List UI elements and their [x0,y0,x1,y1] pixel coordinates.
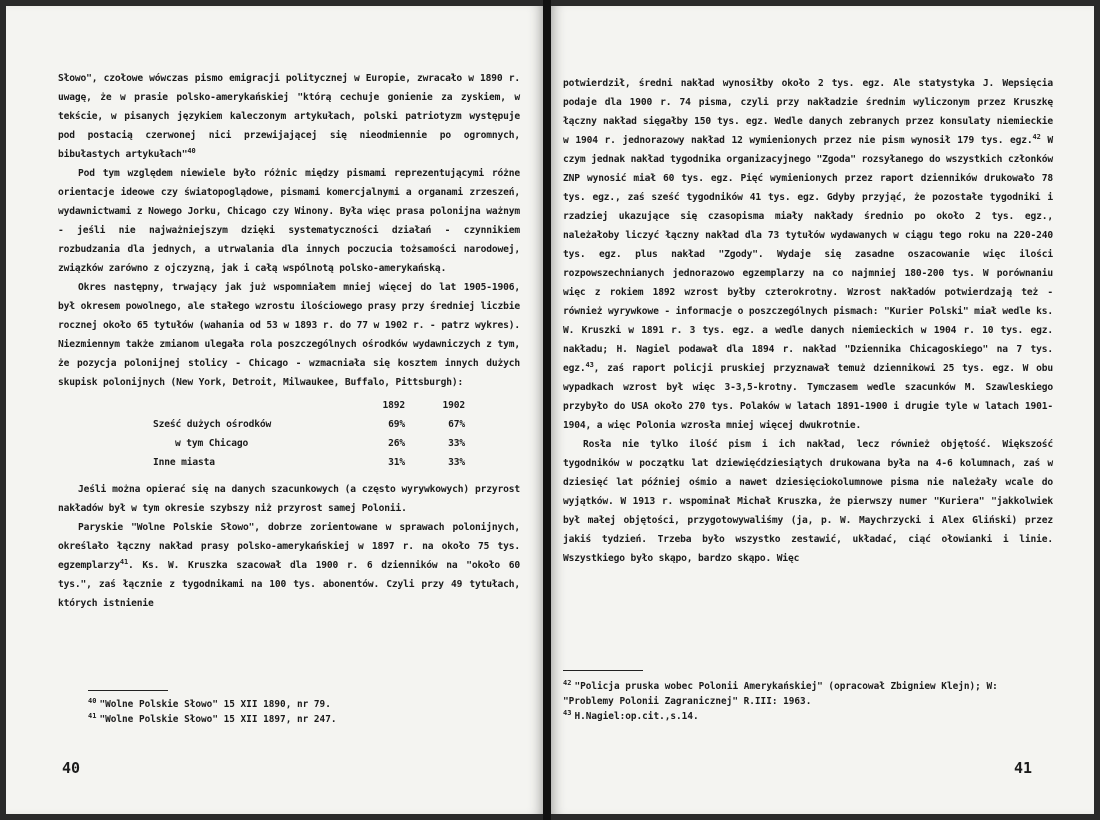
paragraph: Rosła nie tylko ilość pism i ich nakład, lecz również objętość. Większość tygodników w początku lat dziewięćdziesiątych drukowana była na 4-6 kolumnach, zaś w dziesięć lat później ośmio a nawet dziesięciokolumnowe pisma nie należały wcale do wyjątków. W 1913 r. wspominał Michał Kruszka, że pierwszy numer "Kuriera" "jakkolwiek był małej objętości, przygotowywaliśmy (ja, p. W. Maychrzycki i Alex Gliński) przez jakiś tydzień. Trzeba było wszystko zestawić, układać, ciąć ołowianki i linie. Wszystkiego było skąpo, bardzo skąpo. Więc [563,439,1053,564]
table-row [153,415,475,434]
table-cell: 33% [448,438,465,449]
right-page [551,6,1094,814]
right-body-text [563,74,1053,568]
table-cell: w tym Chicago [175,438,249,449]
table-row [153,434,475,453]
table-header: 1902 [442,400,465,411]
page-number: 41 [1014,759,1033,777]
footnote: $^{40}$ "Wolne Polskie Słowo" 15 XII 1890, nr 79. [88,696,331,710]
footnote: $^{43}$ H.Nagiel:op.cit.,s.14. [563,708,699,722]
footnote-mark: 40 [88,696,97,705]
footnote-reference[interactable]: 40 [187,146,196,155]
footnote-mark: 43 [563,708,572,717]
footnote-reference[interactable]: 42 [1032,132,1041,141]
footnote-reference[interactable]: 41 [119,557,129,566]
paragraph: potwierdził, średni nakład wynosiłby około 2 tys. egz. Ale statystyka J. Wepsięcia podaje dla 1900 r. 74 pisma, czyli przy nakładzie średnim wyliczonym przez Kruszkę łączny nakład sięgałby 150 tys. egz. Wedle danych zebranych przez konsulaty niemieckie w 1904 r. jednorazowy nakład 12 wymienionych przez nie pism wynosił 179 tys. egz.$^{42}$ W czym jednak nakład tygodnika organizacyjnego "Zgoda" rozsyłanego do wszystkich członków ZNP wynosić miał 60 tys. egz. Pięć wymienionych przez raport dzienników drukowało 78 tys. egz., zaś sześć tygodników 41 tys. egz. Gdyby przyjąć, że pozostałe tygodniki i rzadziej ukazujące się czasopisma miały nakłady średnio po około 2 tys. egz., należałoby liczyć łączny nakład dla 73 tytułów wydawanych w ciągu tego roku na 220-240 tys. egz. plus nakład "Zgody". Wydaje się zasadne oszacowanie więc ilości rozpowszechnianych jednorazowo egzemplarzy na co najmniej 180-200 tys. W porównaniu więc z rokiem 1892 wzrost byłby czterokrotny. Wzrost nakładów potwierdzają też - również wyrywkowe - informacje o poszczególnych pismach: "Kurier Polski" miał wedle ks. W. Kruszki w 1891 r. 3 tys. egz. a wedle danych niemieckich w 1904 r. 10 tys. egz. nakładu; H. Nagiel podawał dla 1894 r. nakład "Dziennika Chicagoskiego" na 7 tys. egz.$^{43}$, zaś raport policji pruskiej przyznawał temuż dziennikowi 25 tys. egz. W obu wypadkach wzrost był więc 3-3,5-krotny. Tymczasem wedle szacunków M. Szawleskiego przybyło do USA około 270 tys. Polaków w latach 1891-1900 i drugie tyle w latach 1901-1904, a więc Polonia wzrosła mniej więcej dwukrotnie. [563,78,1053,431]
table-cell: 33% [448,457,465,468]
footnote-mark: 42 [563,678,572,687]
table-cell: Sześć dużych ośrodków [153,419,272,430]
table-cell: 26% [388,438,405,449]
footnotes [563,679,1053,724]
table-header-row [153,396,475,415]
paragraph: Paryskie "Wolne Polskie Słowo", dobrze zorientowane w sprawach polonijnych, określało łączny nakład prasy polsko-amerykańskiej w 1897 r. na około 75 tys. egzemplarzy$^{41}$. Ks. W. Kruszka szacował dla 1900 r. 6 dzienników na "około 60 tys.", zaś łącznie z tygodnikami na 100 tys. abonentów. Czyli przy 49 tytułach, których istnienie [58,522,520,609]
table-cell: Inne miasta [153,457,215,468]
table-row [153,453,475,472]
footnote: $^{42}$ "Policja pruska wobec Polonii Amerykańskiej" (opracował Zbigniew Klejn); W: "Problemy Polonii Zagranicznej" R.III: 1963. [563,678,998,707]
table-header: 1892 [382,400,405,411]
footnote-reference[interactable]: 43 [585,360,594,369]
footnote: $^{41}$ "Wolne Polskie Słowo" 15 XII 1897, nr 247. [88,711,337,725]
left-page [6,6,543,814]
paragraph: Jeśli można opierać się na danych szacunkowych (a często wyrywkowych) przyrost nakładów był w tym okresie szybszy niż przyrost samej Polonii. [58,484,520,514]
book-gutter [543,0,551,820]
statistics-table [153,396,475,472]
table-cell: 69% [388,419,405,430]
paragraph: Pod tym względem niewiele było różnic między pismami reprezentującymi różne orientacje ideowe czy światopoglądowe, pismami komercjalnymi a organami zrzeszeń, wydawnictwami z Nowego Jorku, Chicago czy Winony. Była więc prasa polonijna ważnym - jeśli nie najważniejszym dzięki systematyczności działań - czynnikiem rozbudzania dla jednych, a utrwalania dla innych poczucia tożsamości narodowej, związków zarówno z ojczyzną, jak i całą wspólnotą polsko-amerykańską. [58,168,520,274]
left-body-text [58,69,520,613]
table-cell: 67% [448,419,465,430]
footnote-divider [88,690,168,691]
table-header [153,396,355,415]
footnotes [88,697,488,727]
paragraph: Okres następny, trwający jak już wspomniałem mniej więcej do lat 1905-1906, był okresem powolnego, ale stałego wzrostu ilościowego prasy przy średniej liczbie rocznej około 65 tytułów (wahania od 53 w 1893 r. do 77 w 1902 r. - patrz wykres). Niezmiennym także zmianom ulegała rola poszczególnych ośrodków wydawniczych z tym, że pozycja polonijnej stolicy - Chicago - wzmacniała się kosztem innych dużych skupisk polonijnych (New York, Detroit, Milwaukee, Buffalo, Pittsburgh): [58,282,520,388]
footnote-divider [563,670,643,671]
table-cell: 31% [388,457,405,468]
footnote-mark: 41 [88,711,97,720]
page-number: 40 [62,759,81,777]
paragraph: Słowo", czołowe wówczas pismo emigracji politycznej w Europie, zwracało w 1890 r. uwagę, że w prasie polsko-amerykańskiej "którą cechuje gonienie za zyskiem, w tekście, w pisanych językiem kaleczonym artykułach, polski patriotyzm występuje pod postacią czerwonej nici przewijającej się nieodmiennie po ogromnych, bibułastych artykułach"$^{40}$ [58,73,520,160]
